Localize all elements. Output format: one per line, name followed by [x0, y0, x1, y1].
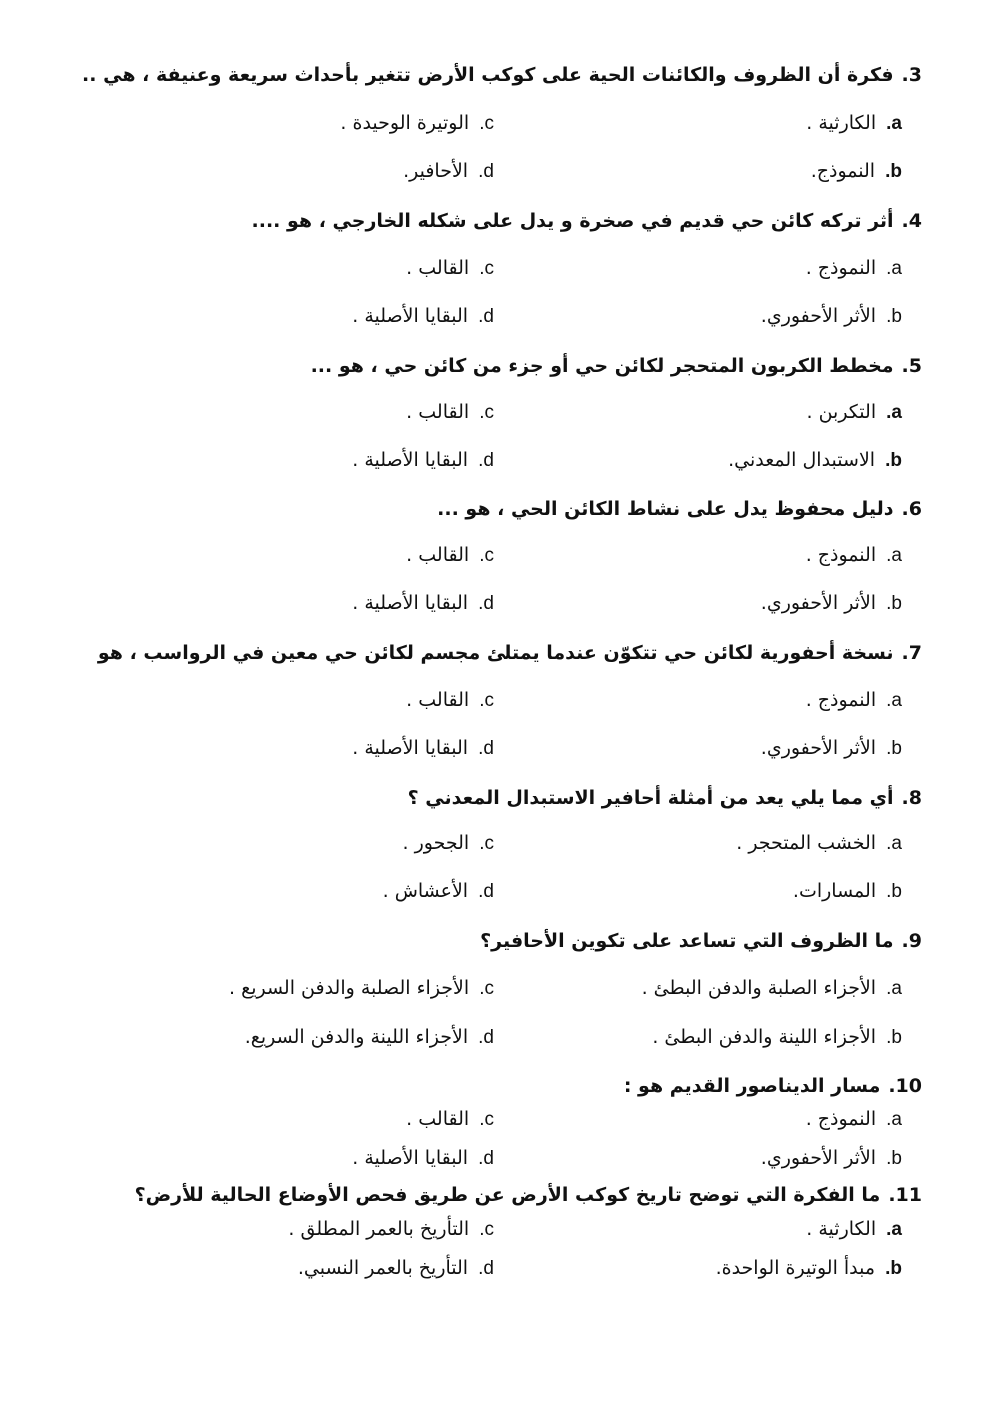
question-stem: [60, 1180, 922, 1210]
option-b[interactable]: b. المسارات.: [792, 880, 902, 902]
option-d[interactable]: d. البقايا الأصلية .: [352, 592, 494, 614]
option-d[interactable]: d. الأحافير.: [403, 160, 494, 182]
option-a[interactable]: a. النموذج .: [805, 257, 902, 279]
option-c[interactable]: c. القالب .: [406, 689, 494, 711]
option-b[interactable]: b. الأثر الأحفوري.: [760, 1147, 902, 1169]
option-d[interactable]: d. الأجزاء اللينة والدفن السريع.: [244, 1026, 494, 1048]
option-d[interactable]: d. البقايا الأصلية .: [352, 305, 494, 327]
question-text: نسخة أحفورية لكائن حي تتكوّن عندما يمتلئ مجسم لكائن حي معين في الرواسب ، هو: [97, 642, 894, 664]
option-c[interactable]: c. الجحور .: [402, 832, 494, 854]
question-stem: [60, 1071, 922, 1101]
option-a[interactable]: a. الأجزاء الصلبة والدفن البطئ .: [641, 977, 902, 999]
option-d[interactable]: d. التأريخ بالعمر النسبي.: [297, 1257, 494, 1279]
question-11: [60, 1180, 922, 1279]
question-10: [60, 1071, 922, 1169]
question-6: [60, 494, 922, 614]
option-b[interactable]: b. النموذج.: [810, 160, 902, 182]
option-a[interactable]: a. النموذج .: [805, 1108, 902, 1130]
question-number: 11.: [888, 1184, 922, 1206]
option-b[interactable]: b. الأثر الأحفوري.: [760, 592, 902, 614]
option-b[interactable]: b. الأثر الأحفوري.: [760, 305, 902, 327]
question-number: 4.: [901, 210, 922, 232]
question-7: [60, 638, 922, 759]
question-number: 7.: [901, 642, 922, 664]
question-text: أثر تركه كائن حي قديم في صخرة و يدل على شكله الخارجي ، هو ....: [251, 210, 894, 232]
question-3: [60, 60, 922, 182]
option-a[interactable]: a. الكارثية .: [806, 1218, 902, 1240]
option-a[interactable]: a. النموذج .: [805, 689, 902, 711]
option-c[interactable]: c. الوتيرة الوحيدة .: [340, 112, 494, 134]
option-a[interactable]: a. التكربن .: [806, 401, 902, 423]
option-a[interactable]: a. الخشب المتحجر .: [736, 832, 902, 854]
question-text: فكرة أن الظروف والكائنات الحية على كوكب الأرض تتغير بأحداث سريعة وعنيفة ، هي ..: [82, 64, 894, 86]
question-text: أي مما يلي يعد من أمثلة أحافير الاستبدال المعدني ؟: [407, 787, 894, 809]
option-c[interactable]: c. التأريخ بالعمر المطلق .: [288, 1218, 494, 1240]
question-text: ما الظروف التي تساعد على تكوين الأحافير؟: [480, 930, 894, 952]
option-d[interactable]: d. البقايا الأصلية .: [352, 1147, 494, 1169]
question-text: ما الفكرة التي توضح تاريخ كوكب الأرض عن طريق فحص الأوضاع الحالية للأرض؟: [134, 1184, 881, 1206]
option-a[interactable]: a. الكارثية .: [806, 112, 902, 134]
question-stem: [60, 494, 922, 524]
question-4: [60, 206, 922, 327]
question-number: 9.: [901, 930, 922, 952]
question-8: [60, 783, 922, 902]
question-number: 10.: [888, 1075, 922, 1097]
option-c[interactable]: c. الأجزاء الصلبة والدفن السريع .: [229, 977, 494, 999]
option-b[interactable]: b. مبدأ الوتيرة الواحدة.: [715, 1257, 902, 1279]
option-c[interactable]: c. القالب .: [406, 1108, 494, 1130]
option-b[interactable]: b. الأثر الأحفوري.: [760, 737, 902, 759]
question-stem: [60, 926, 922, 956]
question-text: دليل محفوظ يدل على نشاط الكائن الحي ، هو ...: [437, 498, 894, 520]
option-c[interactable]: c. القالب .: [406, 544, 494, 566]
question-stem: [60, 206, 922, 236]
question-stem: [60, 783, 922, 813]
question-number: 8.: [901, 787, 922, 809]
option-a[interactable]: a. النموذج .: [805, 544, 902, 566]
option-c[interactable]: c. القالب .: [406, 257, 494, 279]
option-d[interactable]: d. البقايا الأصلية .: [352, 737, 494, 759]
option-b[interactable]: b. الاستبدال المعدني.: [728, 449, 902, 471]
option-b[interactable]: b. الأجزاء اللينة والدفن البطئ .: [652, 1026, 902, 1048]
question-stem: [60, 351, 922, 381]
question-text: مخطط الكربون المتحجر لكائن حي أو جزء من كائن حي ، هو ...: [310, 355, 894, 377]
question-number: 6.: [901, 498, 922, 520]
question-text: مسار الديناصور القديم هو :: [623, 1075, 881, 1097]
question-stem: [60, 60, 922, 90]
option-d[interactable]: d. البقايا الأصلية .: [352, 449, 494, 471]
option-c[interactable]: c. القالب .: [406, 401, 494, 423]
question-5: [60, 351, 922, 471]
question-number: 3.: [901, 64, 922, 86]
question-9: [60, 926, 922, 1048]
question-stem: [60, 638, 922, 668]
option-d[interactable]: d. الأعشاش .: [382, 880, 494, 902]
question-number: 5.: [901, 355, 922, 377]
